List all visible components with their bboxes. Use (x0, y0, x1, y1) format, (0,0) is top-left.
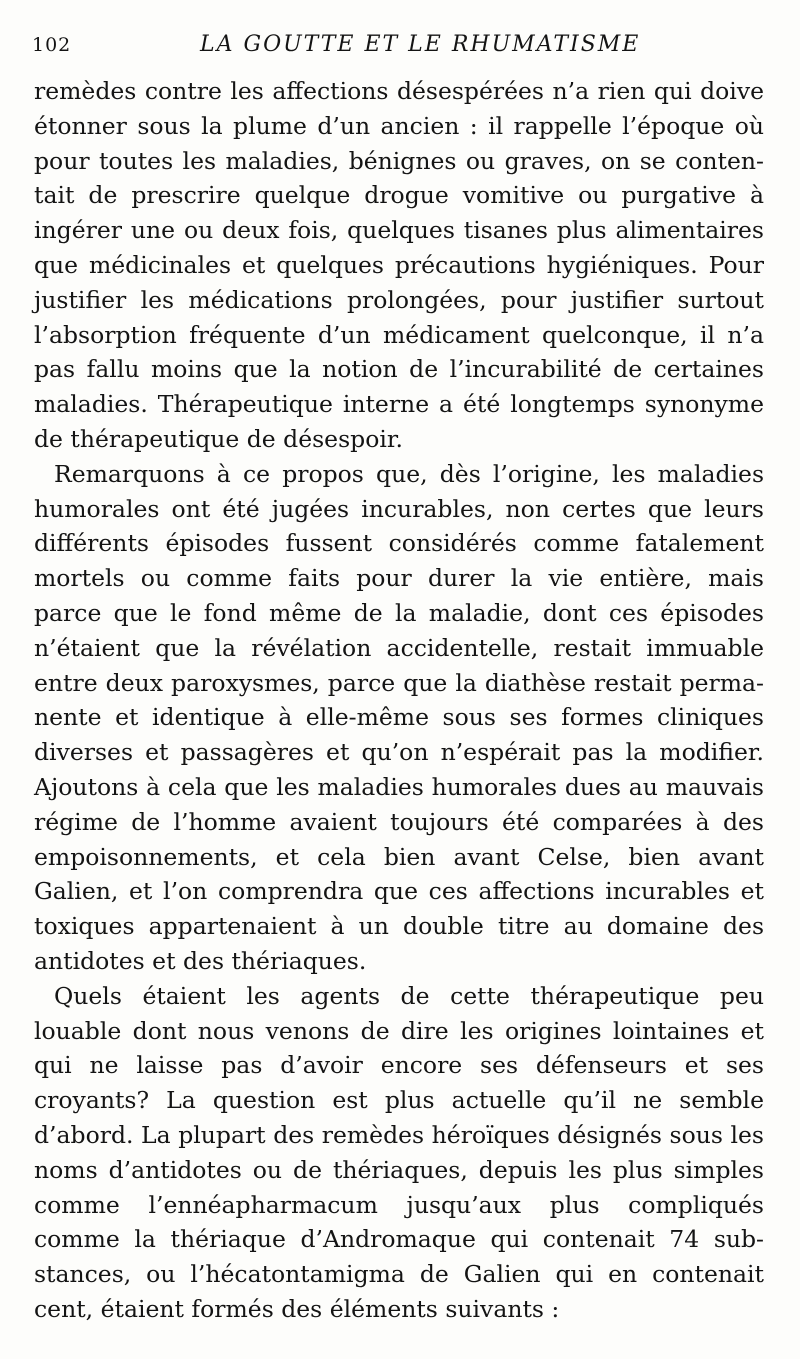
text-line: cent, étaient formés des éléments suivants : (34, 1294, 560, 1323)
text-line: pas fallu moins que la notion de l’incurabilité de certaines (34, 355, 764, 384)
text-line: Ajoutons à cela que les maladies humorales dues au mauvais (34, 772, 764, 801)
text-line: entre deux paroxysmes, parce que la diathèse restait perma- (34, 668, 764, 697)
text-line: étonner sous la plume d’un ancien : il rappelle l’époque où (34, 111, 764, 140)
text-line: humorales ont été jugées incurables, non certes que leurs (34, 494, 764, 523)
text-line: n’étaient que la révélation accidentelle, restait immuable (34, 633, 764, 662)
text-line: parce que le fond même de la maladie, dont ces épisodes (34, 598, 764, 627)
text-line: d’abord. La plupart des remèdes héroïques désignés sous les (34, 1120, 764, 1149)
text-line: antidotes et des thériaques. (34, 946, 367, 975)
text-line: stances, ou l’hécatontamigma de Galien qui en contenait (34, 1260, 764, 1289)
page-number: 102 (32, 34, 72, 56)
text-line: pour toutes les maladies, bénignes ou graves, on se conten- (34, 146, 764, 175)
text-line: qui ne laisse pas d’avoir encore ses défenseurs et ses (34, 1051, 764, 1080)
text-line: justifier les médications prolongées, pour justifier surtout (34, 285, 764, 314)
page-header (32, 32, 772, 66)
text-line: l’absorption fréquente d’un médicament quelconque, il n’a (34, 320, 764, 349)
text-line: que médicinales et quelques précautions hygiéniques. Pour (34, 250, 764, 279)
text-line: maladies. Thérapeutique interne a été longtemps synonyme (34, 390, 764, 419)
text-line: diverses et passagères et qu’on n’espérait pas la modifier. (34, 738, 764, 767)
text-line: Galien, et l’on comprendra que ces affections incurables et (34, 877, 764, 906)
text-line: mortels ou comme faits pour durer la vie entière, mais (34, 564, 764, 593)
text-line: comme l’ennéapharmacum jusqu’aux plus compliqués (34, 1190, 764, 1219)
text-line: ingérer une ou deux fois, quelques tisanes plus alimentaires (34, 216, 764, 245)
text-line: régime de l’homme avaient toujours été comparées à des (34, 807, 764, 836)
text-line: Remarquons à ce propos que, dès l’origine, les maladies (54, 459, 764, 488)
text-line: remèdes contre les affections désespérées n’a rien qui doive (34, 77, 764, 105)
text-line: Quels étaient les agents de cette thérapeutique peu (54, 981, 764, 1010)
text-line: comme la thériaque d’Andromaque qui contenait 74 sub- (34, 1225, 764, 1254)
running-title: LA GOUTTE ET LE RHUMATISME (200, 32, 641, 57)
text-line: nente et identique à elle-même sous ses formes cliniques (34, 703, 764, 732)
text-line: croyants? La question est plus actuelle qu’il ne semble (34, 1086, 764, 1115)
body-text (34, 74, 764, 1327)
text-line: noms d’antidotes ou de thériaques, depuis les plus simples (34, 1155, 764, 1184)
text-line: empoisonnements, et cela bien avant Celse, bien avant (34, 842, 764, 871)
text-line: de thérapeutique de désespoir. (34, 424, 403, 453)
text-line: toxiques appartenaient à un double titre au domaine des (34, 912, 764, 941)
text-line: différents épisodes fussent considérés comme fatalement (34, 529, 764, 558)
text-line: tait de prescrire quelque drogue vomitive ou purgative à (34, 181, 764, 210)
text-line: louable dont nous venons de dire les origines lointaines et (34, 1016, 764, 1045)
